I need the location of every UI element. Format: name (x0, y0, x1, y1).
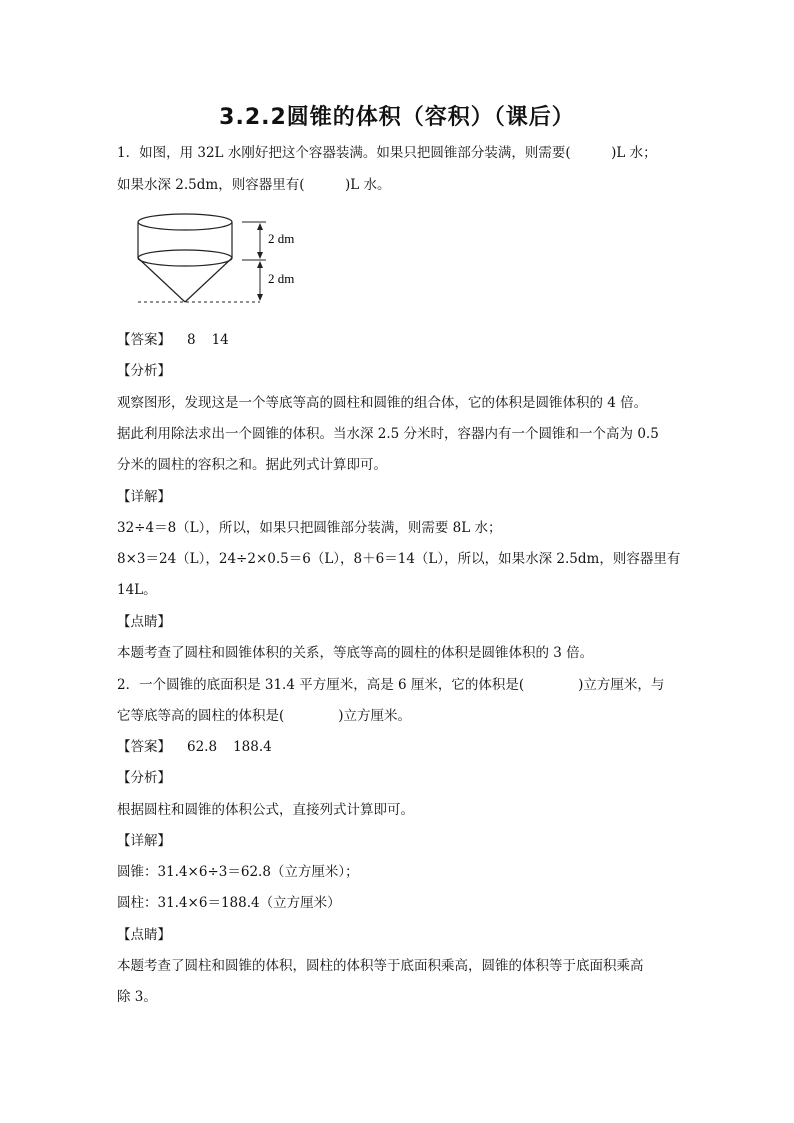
q1-detail-line-3: 14L。 (117, 582, 157, 598)
answer-value-1: 62.8 (187, 739, 218, 755)
comment-tag: 【点睛】 (117, 927, 171, 943)
answer-tag: 【答案】 (117, 739, 171, 755)
q1-detail-line-1: 32÷4＝8（L），所以，如果只把圆锥部分装满，则需要 8L 水； (117, 520, 502, 536)
q1-comment: 本题考查了圆柱和圆锥体积的关系，等底等高的圆柱的体积是圆锥体积的 3 倍。 (117, 645, 594, 661)
q2-detail-line-1: 圆锥：31.4×6÷3＝62.8（立方厘米）； (117, 864, 359, 880)
q2-comment-line-1: 本题考查了圆柱和圆锥的体积，圆柱的体积等于底面积乘高，圆锥的体积等于底面积乘高 (117, 958, 644, 974)
q1-analysis-line-3: 分米的圆柱的容积之和。据此列式计算即可。 (117, 457, 387, 473)
container-figure (130, 210, 320, 310)
answer-tag: 【答案】 (117, 332, 171, 348)
q1-text-line-1: 1．如图，用 32L 水刚好把这个容器装满。如果只把圆锥部分装满，则需要( )L 水； (117, 145, 657, 161)
q1-analysis-line-2: 据此利用除法求出一个圆锥的体积。当水深 2.5 分米时，容器内有一个圆锥和一个高为 0.5 (117, 426, 659, 442)
q2-answer-row (117, 737, 687, 757)
detail-tag: 【详解】 (117, 489, 171, 505)
comment-tag: 【点睛】 (117, 614, 171, 630)
dimension-label-bottom: 2 dm (268, 271, 295, 286)
q1-answer-row (117, 330, 687, 350)
answer-value-2: 14 (211, 332, 229, 348)
q2-text-line-1: 2．一个圆锥的底面积是 31.4 平方厘米，高是 6 厘米，它的体积是( )立方厘米，与 (117, 677, 665, 693)
q1-analysis-line-1: 观察图形，发现这是一个等底等高的圆柱和圆锥的组合体，它的体积是圆锥体积的 4 倍。 (117, 395, 648, 411)
q2-analysis: 根据圆柱和圆锥的体积公式，直接列式计算即可。 (117, 802, 414, 818)
cylinder-cone-diagram (130, 210, 320, 310)
q2-detail-line-2: 圆柱：31.4×6＝188.4（立方厘米） (117, 895, 341, 911)
page-title: 3.2.2圆锥的体积（容积）（课后） (219, 105, 575, 130)
detail-tag: 【详解】 (117, 833, 171, 849)
q2-comment-line-2: 除 3。 (117, 989, 157, 1005)
answer-value-2: 188.4 (233, 739, 272, 755)
analysis-tag: 【分析】 (117, 363, 171, 379)
q2-text-line-2: 它等底等高的圆柱的体积是( )立方厘米。 (117, 708, 412, 724)
answer-value-1: 8 (187, 332, 196, 348)
q1-text-line-2: 如果水深 2.5dm，则容器里有( )L 水。 (117, 177, 391, 193)
dimension-label-top: 2 dm (268, 231, 295, 246)
analysis-tag: 【分析】 (117, 770, 171, 786)
q1-detail-line-2: 8×3＝24（L），24÷2×0.5＝6（L），8＋6＝14（L），所以，如果水深 2.5dm，则容器里有 (117, 551, 681, 567)
